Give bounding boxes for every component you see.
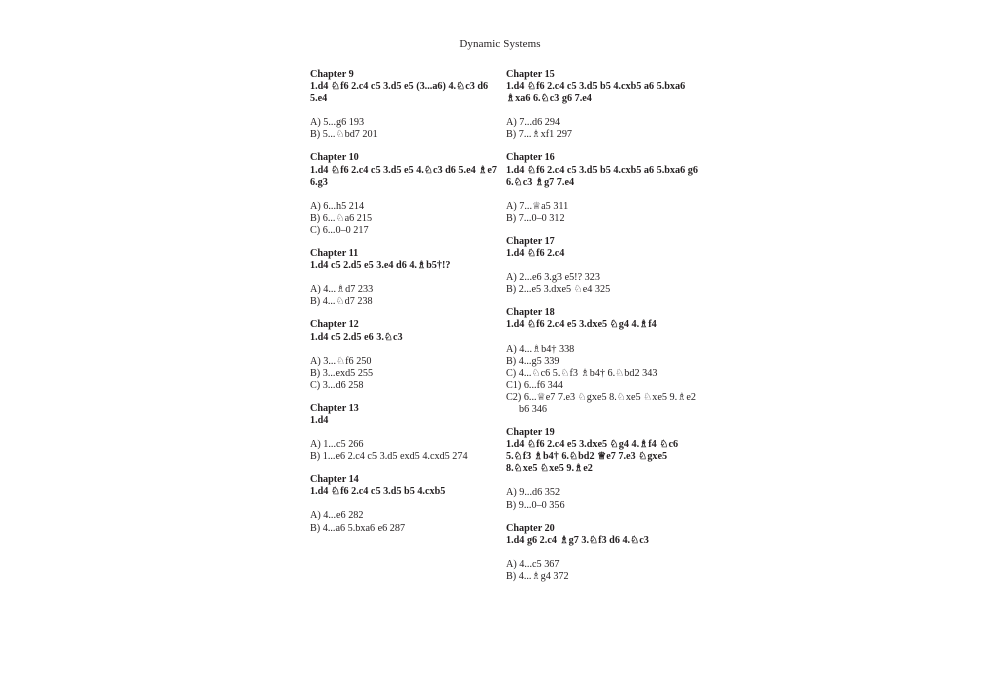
chapter-title: Chapter 11: [310, 248, 359, 260]
variation-line: A) 5...g6 193: [310, 117, 365, 129]
running-head-title: Dynamic Systems: [459, 38, 541, 50]
variation-list: [506, 272, 701, 296]
variation-line: A) 6...h5 214: [310, 200, 365, 212]
variation-line: C) 3...d6 258: [310, 379, 364, 391]
chapter-title: Chapter 18: [506, 307, 555, 319]
chapter-entry: [310, 152, 505, 237]
chapter-title: Chapter 13: [310, 402, 359, 414]
variation-list: [310, 284, 505, 308]
variation-line: B) 5...♘bd7 201: [310, 129, 378, 141]
chapter-entry: [310, 248, 505, 308]
chapter-moves: 1.d4 ♘f6 2.c4 c5 3.d5 e5 (3...a6) 4.♘c3 d6 5.e4: [310, 81, 489, 105]
variation-line: B) 1...e6 2.c4 c5 3.d5 exd5 4.cxd5 274: [310, 451, 468, 463]
variation-line: B) 6...♘a6 215: [310, 212, 373, 224]
chapter-entry: [310, 319, 505, 391]
variation-line: B) 2...e5 3.dxe5 ♘e4 325: [506, 284, 611, 296]
variation-line: B) 3...exd5 255: [310, 367, 374, 379]
chapter-title: Chapter 15: [506, 69, 555, 80]
variation-line: A) 4...e6 282: [310, 510, 364, 522]
chapter-entry: [310, 474, 505, 534]
chapter-title: Chapter 12: [310, 319, 359, 331]
chapter-entry: [506, 427, 701, 512]
chapter-entry: [506, 523, 701, 583]
variation-line: C1) 6...f6 344: [506, 379, 563, 391]
variation-line: B) 7...0–0 312: [506, 212, 565, 224]
variation-list: [506, 559, 701, 583]
chapter-title: Chapter 17: [506, 235, 555, 247]
variation-line: A) 2...e6 3.g3 e5!? 323: [506, 272, 600, 284]
chapter-moves: 1.d4 ♘f6 2.c4 c5 3.d5 b5 4.cxb5 a6 5.bxa6 g6 6.♘c3 ♗g7 7.e4: [506, 164, 698, 188]
chapter-moves: 1.d4 c5 2.d5 e5 3.e4 d6 4.♗b5†!?: [310, 260, 451, 272]
chapter-entry: [506, 236, 701, 296]
chapter-moves: 1.d4 ♘f6 2.c4 e5 3.dxe5 ♘g4 4.♗f4: [506, 319, 657, 331]
variation-line: B) 4...♘d7 238: [310, 296, 373, 308]
chapter-title: Chapter 20: [506, 522, 555, 534]
left-column: [310, 69, 505, 546]
chapter-title: Chapter 9: [310, 69, 354, 80]
variation-line: C) 4...♘c6 5.♘f3 ♗b4† 6.♘bd2 343: [506, 367, 658, 379]
chapter-moves: 1.d4 ♘f6 2.c4 c5 3.d5 b5 4.cxb5: [310, 486, 446, 498]
variation-line: B) 4...♗g4 372: [506, 570, 569, 582]
chapter-title: Chapter 14: [310, 474, 359, 486]
chapter-title: Chapter 10: [310, 152, 359, 164]
variation-list: [310, 117, 505, 141]
chapter-moves: 1.d4 ♘f6 2.c4 c5 3.d5 e5 4.♘c3 d6 5.e4 ♗e7 6.g3: [310, 164, 497, 188]
variation-line: A) 7...d6 294: [506, 117, 561, 129]
variation-list: [506, 117, 701, 141]
chapter-moves: 1.d4: [310, 414, 329, 426]
variation-list: [310, 201, 505, 237]
chapter-entry: [506, 152, 701, 224]
chapter-moves: 1.d4 c5 2.d5 e6 3.♘c3: [310, 331, 403, 343]
variation-line: A) 1...c5 266: [310, 439, 364, 451]
chapter-entry: [310, 403, 505, 463]
variation-line: C2) 6...♕e7 7.e3 ♘gxe5 8.♘xe5 ♘xe5 9.♗e2: [506, 391, 696, 403]
variation-line: A) 3...♘f6 250: [310, 355, 372, 367]
variation-list: [310, 439, 505, 463]
variation-line: b6 346: [519, 403, 548, 415]
chapter-title: Chapter 16: [506, 152, 555, 164]
variation-line: A) 9...d6 352: [506, 487, 561, 499]
chapter-entry: [506, 69, 701, 141]
chapter-entry: [310, 69, 505, 141]
variation-line: A) 4...♗d7 233: [310, 284, 374, 296]
right-column: [506, 69, 701, 594]
variation-line: B) 9...0–0 356: [506, 499, 565, 511]
chapter-moves: 1.d4 ♘f6 2.c4 e5 3.dxe5 ♘g4 4.♗f4 ♘c6 5.♘f3 ♗b4† 6.♘bd2 ♕e7 7.e3 ♘gxe5 8.♘xe5 ♘xe5 9.♗e2: [506, 439, 679, 475]
variation-line: A) 4...c5 367: [506, 558, 560, 570]
chapter-moves: 1.d4 ♘f6 2.c4: [506, 248, 565, 260]
variation-line: A) 7...♕a5 311: [506, 200, 569, 212]
variation-list: [506, 487, 701, 511]
variation-line: B) 4...a6 5.bxa6 e6 287: [310, 522, 406, 534]
chapter-title: Chapter 19: [506, 427, 555, 439]
variation-list: [506, 344, 701, 417]
variation-line: B) 7...♗xf1 297: [506, 129, 573, 141]
variation-list: [310, 356, 505, 392]
chapter-moves: 1.d4 g6 2.c4 ♗g7 3.♘f3 d6 4.♘c3: [506, 534, 649, 546]
chapter-moves: 1.d4 ♘f6 2.c4 c5 3.d5 b5 4.cxb5 a6 5.bxa6 ♗xa6 6.♘c3 g6 7.e4: [506, 81, 686, 105]
variation-line: A) 4...♗b4† 338: [506, 343, 575, 355]
variation-line: B) 4...g5 339: [506, 355, 560, 367]
variation-list: [506, 201, 701, 225]
variation-line: C) 6...0–0 217: [310, 224, 369, 236]
chapter-entry: [506, 307, 701, 416]
variation-list: [310, 510, 505, 534]
